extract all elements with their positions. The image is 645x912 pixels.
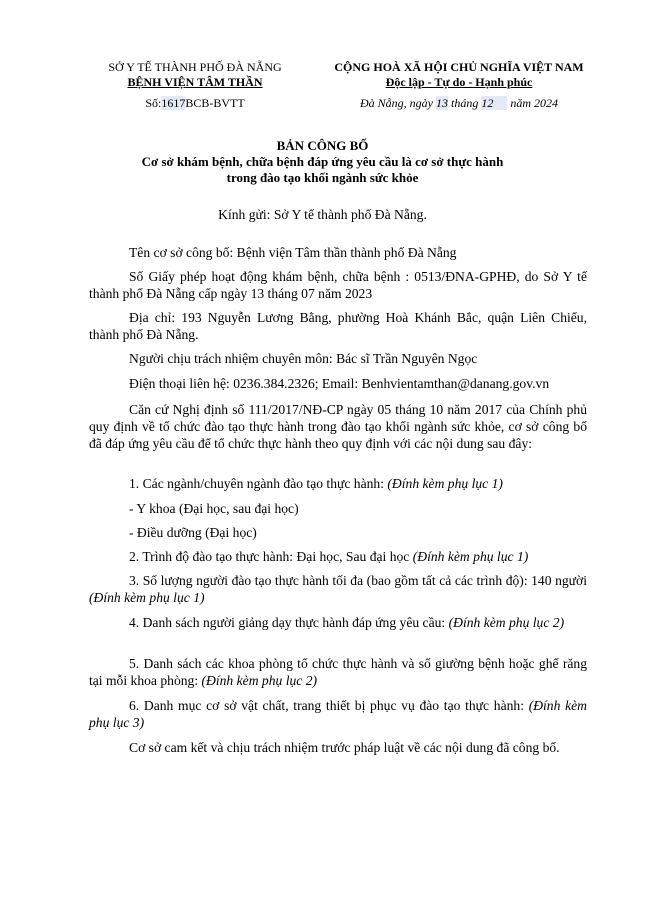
document-number: Số:1617BCB-BVTT	[145, 96, 245, 110]
recipient-line: Kính gửi: Sở Y tế thành phố Đà Nẵng.	[218, 207, 427, 222]
document-title	[60, 138, 585, 186]
contact-info: Điện thoại liên hệ: 0236.384.2326; Email: Benhvientamthan@danang.gov.vn	[129, 376, 550, 391]
document-date: Đà Nẵng, ngày 13 tháng 12 năm 2024	[359, 96, 558, 110]
date-month: 12	[481, 96, 507, 110]
item-2: 2. Trình độ đào tạo thực hành: Đại học, Sau đại học (Đính kèm phụ lục 1)	[129, 549, 529, 564]
country-name: CỘNG HOÀ XÃ HỘI CHỦ NGHĨA VIỆT NAM	[334, 60, 584, 74]
department-name: SỞ Y TẾ THÀNH PHỐ ĐÀ NẴNG	[108, 60, 282, 74]
license-info: Số Giấy phép hoạt động khám bệnh, chữa bệnh : 0513/ĐNA-GPHĐ, do Sở Y tế thành phố Đà Nẵng cấp ngày 13 tháng 07 năm 2023	[89, 269, 587, 301]
title-main: BẢN CÔNG BỐ	[276, 138, 369, 153]
item-1-medicine: - Y khoa (Đại học, sau đại học)	[129, 501, 299, 516]
date-day: 13	[435, 96, 448, 110]
national-motto: Độc lập - Tự do - Hạnh phúc	[385, 75, 533, 89]
item-1: 1. Các ngành/chuyên ngành đào tạo thực hành: (Đính kèm phụ lục 1)	[129, 476, 503, 491]
closing-statement: Cơ sở cam kết và chịu trách nhiệm trước pháp luật về các nội dung đã công bố.	[129, 740, 560, 755]
item-3: 3. Số lượng người đào tạo thực hành tối đa (bao gồm tất cả các trình độ): 140 người (Đính kèm phụ lục 1)	[89, 573, 587, 605]
item-1-nursing: - Điều dưỡng (Đại học)	[129, 525, 257, 540]
item-6: 6. Danh mục cơ sở vật chất, trang thiết bị phục vụ đào tạo thực hành: (Đính kèm phụ lục 3)	[89, 698, 587, 730]
document-number-value: 1617	[161, 96, 186, 110]
item-5: 5. Danh sách các khoa phòng tổ chức thực hành và số giường bệnh hoặc ghế răng tại mỗi khoa phòng: (Đính kèm phụ lục 2)	[89, 656, 587, 688]
responsible-person: Người chịu trách nhiệm chuyên môn: Bác sĩ Trần Nguyên Ngọc	[129, 351, 478, 366]
title-sub-line-2: trong đào tạo khối ngành sức khỏe	[226, 170, 419, 185]
hospital-name: BỆNH VIỆN TÂM THẦN	[127, 75, 263, 89]
facility-name: Tên cơ sở công bố: Bệnh viện Tâm thần thành phố Đà Nẵng	[129, 245, 457, 260]
address: Địa chỉ: 193 Nguyễn Lương Bằng, phường Hoà Khánh Bắc, quận Liên Chiểu, thành phố Đà Nẵng.	[89, 310, 587, 342]
legal-basis: Căn cứ Nghị định số 111/2017/NĐ-CP ngày 05 tháng 10 năm 2017 của Chính phủ quy định về tổ chức đào tạo thực hành trong đào tạo khối ngành sức khỏe, cơ sở công bố đã đáp ứng yêu cầu để tổ chức thực hành theo quy định với các nội dung sau đây:	[89, 402, 587, 451]
header-left	[80, 60, 310, 111]
header-right	[318, 60, 600, 111]
title-sub-line-1: Cơ sở khám bệnh, chữa bệnh đáp ứng yêu cầu là cơ sở thực hành	[141, 154, 504, 169]
item-4: 4. Danh sách người giảng dạy thực hành đáp ứng yêu cầu: (Đính kèm phụ lục 2)	[129, 615, 565, 630]
